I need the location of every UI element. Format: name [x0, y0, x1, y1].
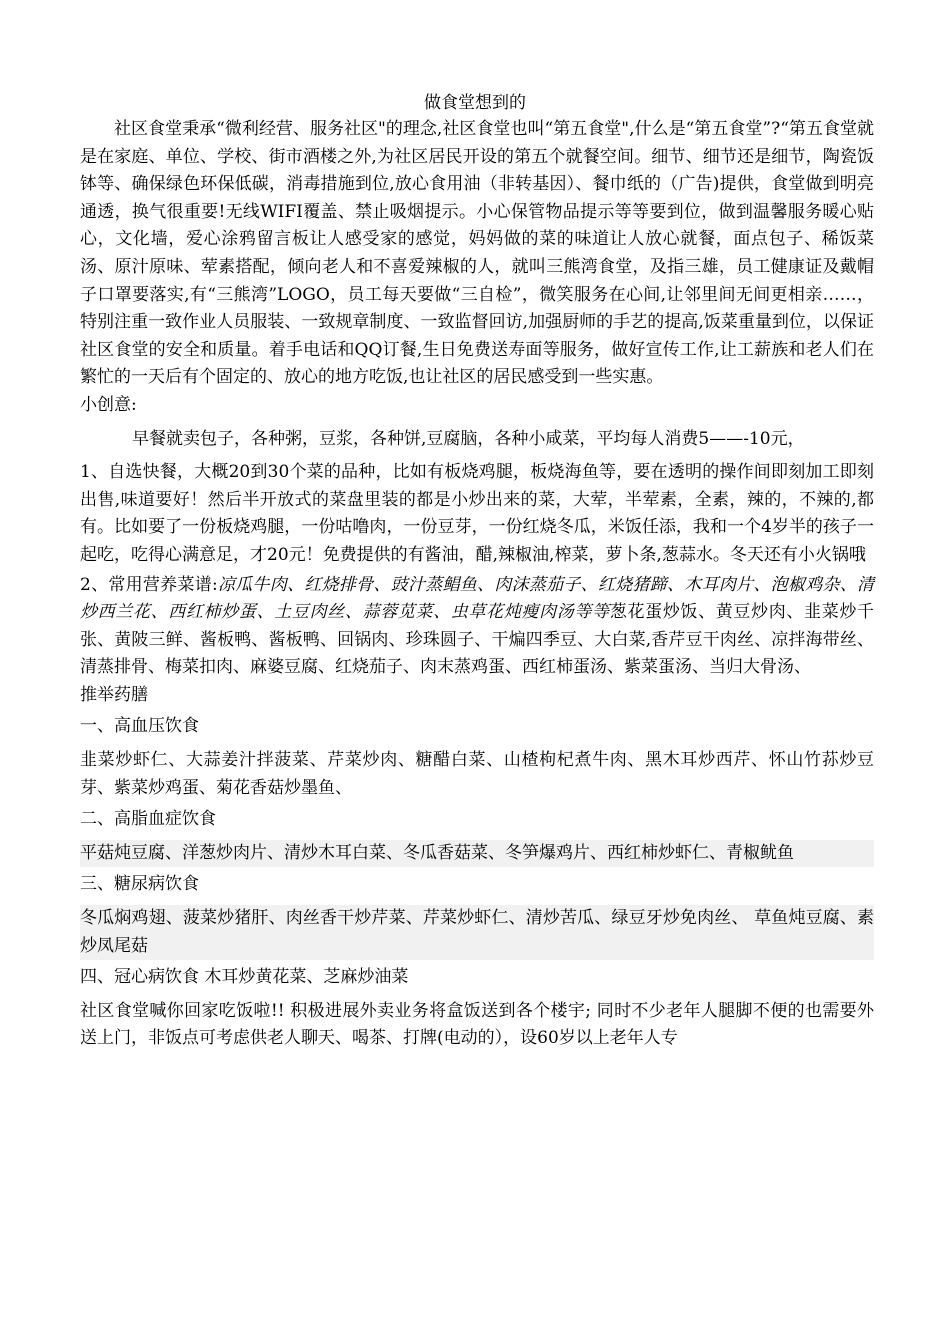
- section-3-items: 冬瓜焖鸡翅、菠菜炒猪肝、肉丝香干炒芹菜、芹菜炒虾仁、清炒苦瓜、绿豆牙炒免肉丝、 草鱼炖豆腐、素炒凤尾菇: [80, 905, 874, 960]
- item-2-paragraph: [80, 572, 874, 682]
- document-body: [80, 116, 874, 1053]
- section-1-title: 一、高血压饮食: [80, 716, 199, 737]
- section-4-line: 四、冠心病饮食 木耳炒黄花菜、芝麻炒油菜: [80, 967, 409, 988]
- document-title: 做食堂想到的: [424, 93, 526, 113]
- item-2-prefix: 2、常用营养菜谱:: [80, 574, 218, 595]
- section-2-items: 平菇炖豆腐、洋葱炒肉片、清炒木耳白菜、冬瓜香菇菜、冬笋爆鸡片、西红柿炒虾仁、青椒鱿鱼: [80, 840, 874, 868]
- section-3-title: 三、糖尿病饮食: [80, 874, 199, 895]
- item-2-menu-rest: 葱花蛋炒饭、黄豆炒肉、韭菜炒千张、黄陂三鲜、酱板鸭、酱板鸭、回锅肉、珍珠圆子、干煸四季豆、大白菜,香芹豆干肉丝、凉拌海带丝、清蒸排骨、梅菜扣肉、麻婆豆腐、红烧茄子、肉末蒸鸡蛋、西红柿蛋汤、紫菜蛋汤、当归大骨汤、: [80, 602, 875, 678]
- item-1-paragraph: 1、自选快餐，大概20到30个菜的品种，比如有板烧鸡腿，板烧海鱼等，要在透明的操作间即刻加工即刻出售,味道要好！然后半开放式的菜盘里装的都是小炒出来的菜，大荤，半荤素，全素，辣的，不辣的,都有。比如要了一份板烧鸡腿，一份咕噜肉，一份豆芽，一份红烧冬瓜，米饭任添，我和一个4岁半的孩子一起吃，吃得心满意足，才20元！免费提供的有酱油，醋,辣椒油,榨菜，萝卜条,葱蒜水。冬天还有小火锅哦: [80, 462, 874, 565]
- section-1-items: 韭菜炒虾仁、大蒜姜汁拌菠菜、芹菜炒肉、糖醋白菜、山楂枸杞煮牛肉、黑木耳炒西芹、怀山竹荪炒豆芽、紫菜炒鸡蛋、菊花香菇炒墨鱼、: [80, 750, 874, 798]
- creative-heading: 小创意:: [80, 394, 137, 415]
- closing-paragraph: 社区食堂喊你回家吃饭啦!! 积极进展外卖业务将盒饭送到各个楼宇; 同时不少老年人腿脚不便的也需要外送上门，非饭点可考虑供老人聊天、喝茶、打牌(电动的），设60岁以上老年人专: [80, 1000, 874, 1049]
- item-2-italic-menu: 凉瓜牛肉、红烧排骨、豉汁蒸鲳鱼、肉沫蒸茄子、红烧猪蹄、木耳肉片、泡椒鸡杂、清炒西兰花、西红柿炒蛋、土豆肉丝、蒜蓉苋菜、虫草花炖瘦肉汤等等: [80, 574, 875, 623]
- breakfast-paragraph: 早餐就卖包子，各种粥，豆浆，各种饼,豆腐脑，各种小咸菜，平均每人消费5——-10元，: [132, 428, 805, 449]
- recommend-heading: 推举药膳: [80, 684, 148, 705]
- section-2-title: 二、高脂血症饮食: [80, 809, 216, 830]
- intro-paragraph: 社区食堂秉承“微利经营、服务社区"的理念,社区食堂也叫“第五食堂",什么是“第五食堂”?“第五食堂就是在家庭、单位、学校、街市酒楼之外,为社区居民开设的第五个就餐空间。细节、细节还是细节，陶瓷饭钵等、确保绿色环保低碳，消毒措施到位,放心食用油（非转基因）、餐巾纸的（广告)提供，食堂做到明亮通透，换气很重要!无线WIFI覆盖、禁止吸烟提示。小心保管物品提示等等要到位，做到温馨服务暖心贴心，文化墙，爱心涂鸦留言板让人感受家的感觉，妈妈做的菜的味道让人放心就餐，面点包子、稀饭菜汤、原汁原味、荤素搭配，倾向老人和不喜爱辣椒的人，就叫三熊湾食堂，及指三雄，员工健康证及戴帽子口罩要落实,有“三熊湾”LOGO，员工每天要做“三自检”，微笑服务在心间,让邻里间无间更相亲……，特别注重一致作业人员服装、一致规章制度、一致监督回访,加强厨师的手艺的提高,饭菜重量到位，以保证社区食堂的安全和质量。着手电话和QQ订餐,生日免费送寿面等服务，做好宣传工作,让工薪族和老人们在繁忙的一天后有个固定的、放心的地方吃饭,也让社区的居民感受到一些实惠。: [80, 119, 874, 388]
